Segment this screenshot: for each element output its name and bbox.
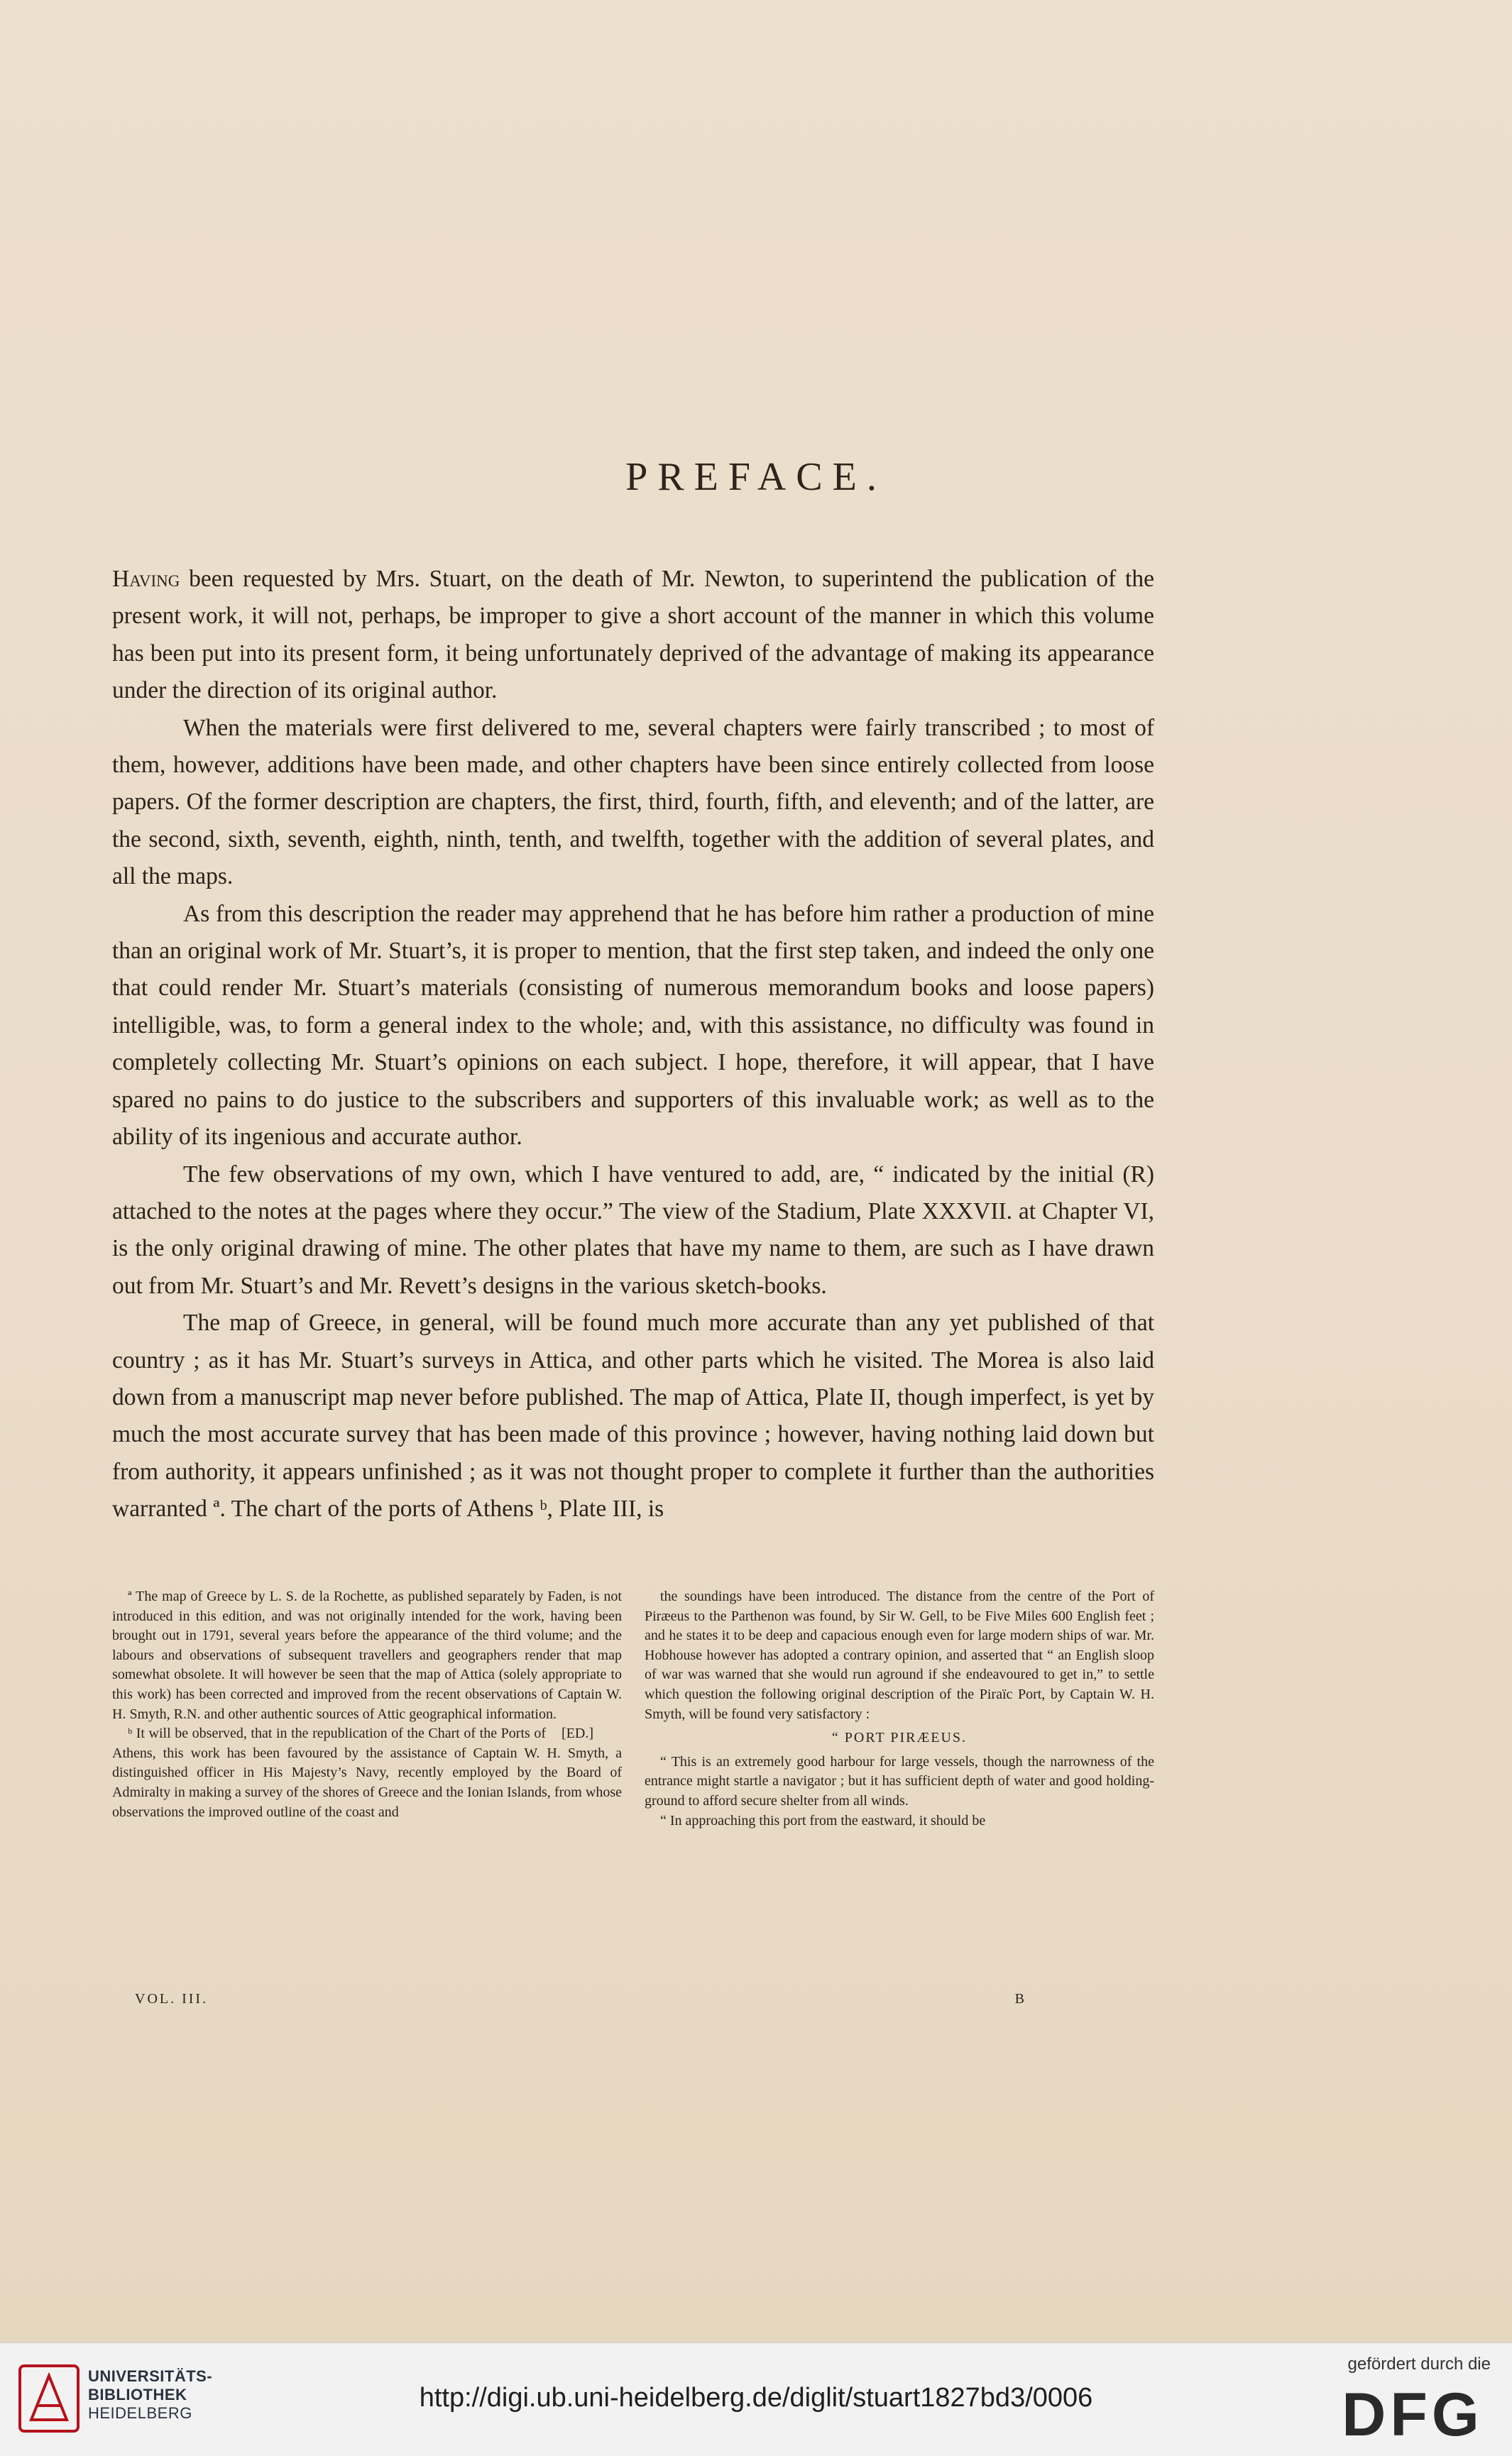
- paragraph-lead: Having: [112, 566, 180, 592]
- institution-line-2: BIBLIOTHEK: [88, 2386, 187, 2403]
- editor-mark: [ED.]: [561, 1726, 593, 1742]
- paragraph-text: been requested by Mrs. Stuart, on the death of Mr. Newton, to superintend the publication of the present work, it will not, perhaps, be improper to give a short account of the manner in which this volume has been put into its present form, it being unfortunately deprived of the advantage of making its appearance under the direction of its original author.: [112, 566, 1154, 704]
- footer-bar: [0, 2342, 1512, 2456]
- footnote-quote-1: “ This is an extremely good harbour for large vessels, though the narrowness of the entrance might startle a navigator ; but it has sufficient depth of water and good holding-ground to afford secure shelter from all winds.: [645, 1753, 1154, 1809]
- sponsor-label: gefördert durch die: [1347, 2354, 1491, 2374]
- permalink-url[interactable]: http://digi.ub.uni-heidelberg.de/diglit/stuart1827bd3/0006: [419, 2383, 1093, 2413]
- paragraph-3: As from this description the reader may apprehend that he has before him rather a production of mine than an original work of Mr. Stuart’s, it is proper to mention, that the first step taken, and indeed the only one that could render Mr. Stuart’s materials (consisting of numerous memorandum books and loose papers) intelligible, was, to form a general index to the whole; and, with this assistance, no difficulty was found in completely collecting Mr. Stuart’s opinions on each subject. I hope, therefore, it will appear, that I have spared no pains to do justice to the subscribers and supporters of this invaluable work; as well as to the ability of its ingenious and accurate author.: [112, 900, 1154, 1151]
- footnote-text: ª The map of Greece by L. S. de la Rochette, as published separately by Faden, is not introduced in this edition, and was not originally intended for the work, having been brought out in 1791, several years before the appearance of the third volume; and the labours and observations of subsequent travellers and geographers render that map somewhat obsolete. It will however be seen that the map of Attica (solely appropriate to this work) has been corrected and improved from the recent observations of Captain W. H. Smyth, R.N. and other authentic sources of Attic geographical information.: [112, 1589, 622, 1722]
- footnotes-left-column: [112, 1587, 622, 1831]
- page-title: PREFACE.: [625, 455, 887, 499]
- footnote-quote-2: “ In approaching this port from the eastward, it should be: [660, 1812, 986, 1829]
- paragraph-5: The map of Greece, in general, will be found much more accurate than any yet published of that country ; as it has Mr. Stuart’s surveys in Attica, and other parts which he visited. The Morea is also laid down from a manuscript map never before published. The map of Attica, Plate II, though imperfect, is yet by much the most accurate survey that has been made of this province ; however, having nothing laid down but from authority, it appears unfinished ; as it was not thought proper to complete it further than the authorities warranted ª. The chart of the ports of Athens ᵇ, Plate III, is: [112, 1310, 1154, 1523]
- paragraph-4: The few observations of my own, which I have ventured to add, are, “ indicated by the initial (R) attached to the notes at the pages where they occur.” The view of the Stadium, Plate XXXVII. at Chapter VI, is the only original drawing of mine. The other plates that have my name to them, are such as I have drawn out from Mr. Stuart’s and Mr. Revett’s designs in the various sketch-books.: [112, 1161, 1154, 1299]
- signature-line: [112, 1991, 1154, 2007]
- footnote-continued: the soundings have been introduced. The distance from the centre of the Port of Piræeus to the Parthenon was found, by Sir W. Gell, to be Five Miles 600 English feet ; and he states it to be deep and capacious enough even for large modern ships of war. Mr. Hobhouse however has adopted a contrary opinion, and asserted that “ an English sloop of war was warned that she would run aground if she endeavoured to get in,” to settle which question the following original description of the Piraïc Port, by Captain W. H. Smyth, will be found very satisfactory :: [645, 1589, 1154, 1722]
- volume-signature: VOL. III.: [135, 1991, 209, 2007]
- paragraph-2: When the materials were first delivered to me, several chapters were fairly transcribed ; to most of them, however, additions have been made, and other chapters have been since entirely collected from loose papers. Of the former description are chapters, the first, third, fourth, fifth, and eleventh; and of the latter, are the second, sixth, seventh, eighth, ninth, tenth, and twelfth, together with the addition of several plates, and all the maps.: [112, 714, 1154, 890]
- dfg-logo-icon: [1333, 2380, 1492, 2445]
- footnote-heading: “ PORT PIRÆEUS.: [831, 1730, 968, 1746]
- footnote-b: ᵇ It will be observed, that in the republication of the Chart of the Ports of Athens, this work has been favoured by the assistance of Captain W. H. Smyth, a distinguished officer in His Majesty’s Navy, recently employed by the Board of Admiralty in making a survey of the shores of Greece and the Ionian Islands, from whose observations the improved outline of the coast and: [112, 1726, 622, 1820]
- institution-line-1: UNIVERSITÄTS-: [88, 2367, 213, 2385]
- paragraph-1: [112, 561, 1154, 710]
- gathering-signature: B: [1014, 1991, 1026, 2007]
- footnote-a: [112, 1587, 622, 1742]
- svg-text:DFG: DFG: [1342, 2381, 1484, 2445]
- institution-line-3: HEIDELBERG: [88, 2404, 192, 2422]
- body-text: [112, 561, 1154, 1528]
- footnotes: [112, 1587, 1154, 1831]
- footnotes-right-column: [645, 1587, 1154, 1831]
